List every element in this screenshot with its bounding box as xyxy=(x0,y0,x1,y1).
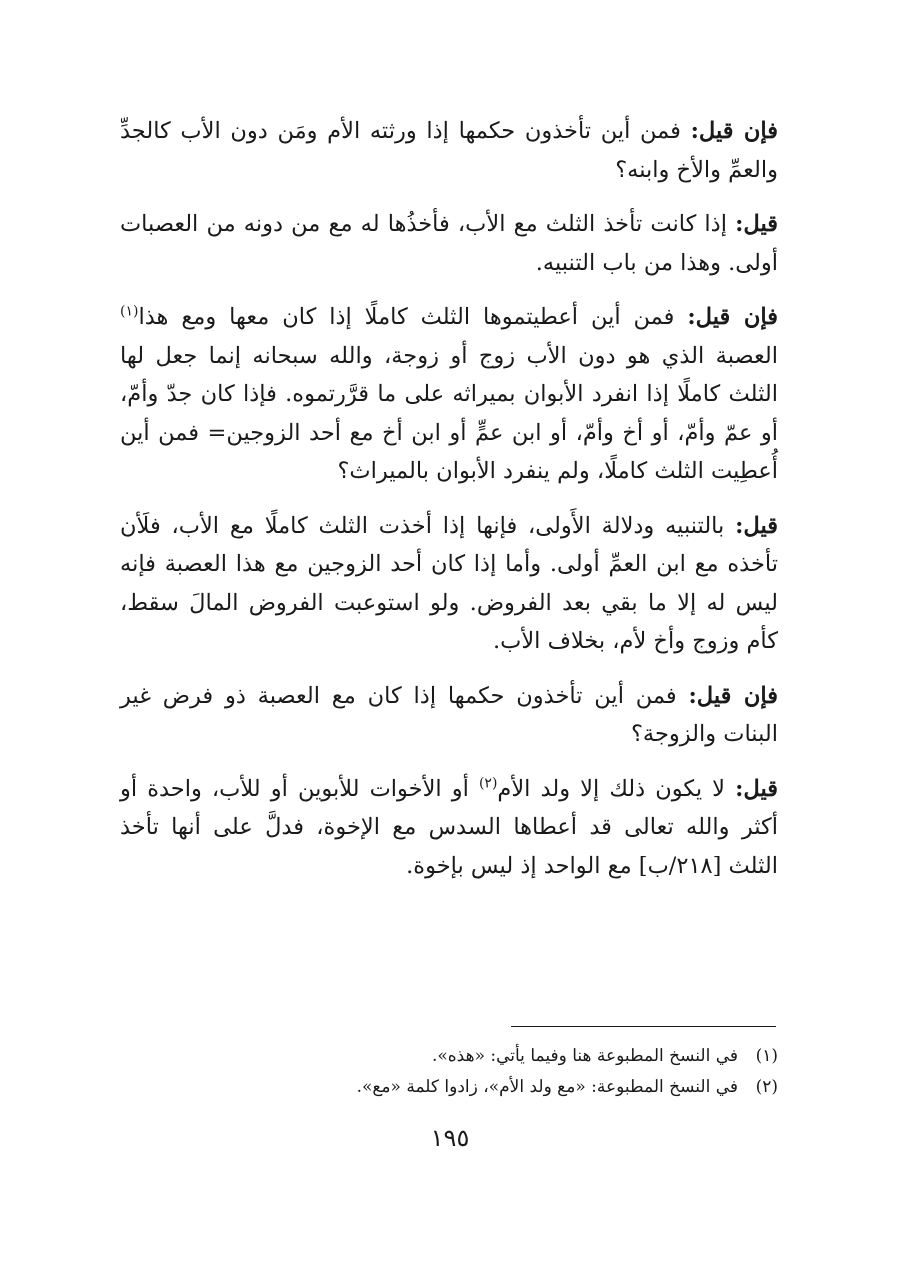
footnote-text: في النسخ المطبوعة هنا وفيما يأتي: «هذه». xyxy=(431,1046,738,1066)
paragraph-question-2 xyxy=(120,298,778,491)
footnote-separator xyxy=(511,1026,776,1027)
paragraph-text: بالتنبيه ودلالة الأَولى، فإنها إذا أخذت الثلث كاملًا مع الأب، فلَأن تأخذه مع ابن العمِّ أولى. وأما إذا كان أحد الزوجين مع هذا العصبة فإنه ليس له إلا ما بقي بعد الفروض. ولو استوعبت الفروض المالَ سقط، كأم وزوج وأخ لأم، بخلاف الأب. xyxy=(120,512,778,654)
paragraph-text: فمن أين تأخذون حكمها إذا ورثته الأم ومَن دون الأب كالجدِّ والعمِّ والأخ وابنه؟ xyxy=(120,118,778,183)
paragraph-question-1 xyxy=(120,112,778,189)
main-text xyxy=(120,112,778,901)
lead-word: قيل: xyxy=(735,211,778,237)
paragraph-text: أو الأخوات للأبوين أو للأب، واحدة أو أكثر والله تعالى قد أعطاها السدس مع الإخوة، فدلَّ على أنها تأخذ الثلث [٢١٨/ب] مع الواحد إذ ليس بإخوة. xyxy=(120,775,778,879)
paragraph-text: إذا كانت تأخذ الثلث مع الأب، فأخذُها له مع من دونه من العصبات أولى. وهذا من باب التنبيه. xyxy=(120,211,778,276)
lead-word: فإن قيل: xyxy=(690,118,779,144)
paragraph-text: لا يكون ذلك إلا ولد الأم xyxy=(497,775,736,802)
footnote-1 xyxy=(122,1041,778,1072)
footnote-text: في النسخ المطبوعة: «مع ولد الأم»، زادوا كلمة «مع». xyxy=(356,1077,738,1097)
page-number: ١٩٥ xyxy=(430,1124,470,1152)
paragraph-text: فمن أين تأخذون حكمها إذا كان مع العصبة ذو فرض غير البنات والزوجة؟ xyxy=(120,682,778,747)
lead-word: قيل: xyxy=(735,775,778,802)
footnote-2 xyxy=(122,1072,778,1103)
footnote-number: (٢) xyxy=(755,1077,778,1097)
lead-word: قيل: xyxy=(735,512,778,539)
footnotes xyxy=(122,1041,778,1103)
footnote-ref-1[interactable]: (١) xyxy=(120,303,139,320)
paragraph-answer-1 xyxy=(120,205,778,282)
paragraph-text: العصبة الذي هو دون الأب زوج أو زوجة، والله سبحانه إنما جعل لها الثلث كاملًا إذا انفرد الأبوان بميراثه على ما قرَّرتموه. فإذا كان جدّ وأمّ، أو عمّ وأمّ، أو أخ وأمّ، أو ابن عمٍّ أو ابن أخ مع أحد الزوجين= فمن أين أُعطِيت الثلث كاملًا، ولم ينفرد الأبوان بالميراث؟ xyxy=(120,342,778,484)
footnote-ref-2[interactable]: (٢) xyxy=(478,775,498,791)
paragraph-text: فمن أين أعطيتموها الثلث كاملًا إذا كان معها ومع هذا xyxy=(138,304,688,330)
paragraph-answer-2 xyxy=(120,507,778,661)
lead-word: فإن قيل: xyxy=(688,682,778,709)
footnote-number: (١) xyxy=(755,1046,778,1066)
lead-word: فإن قيل: xyxy=(687,304,779,330)
paragraph-question-3 xyxy=(120,677,778,754)
paragraph-answer-3 xyxy=(120,770,778,886)
